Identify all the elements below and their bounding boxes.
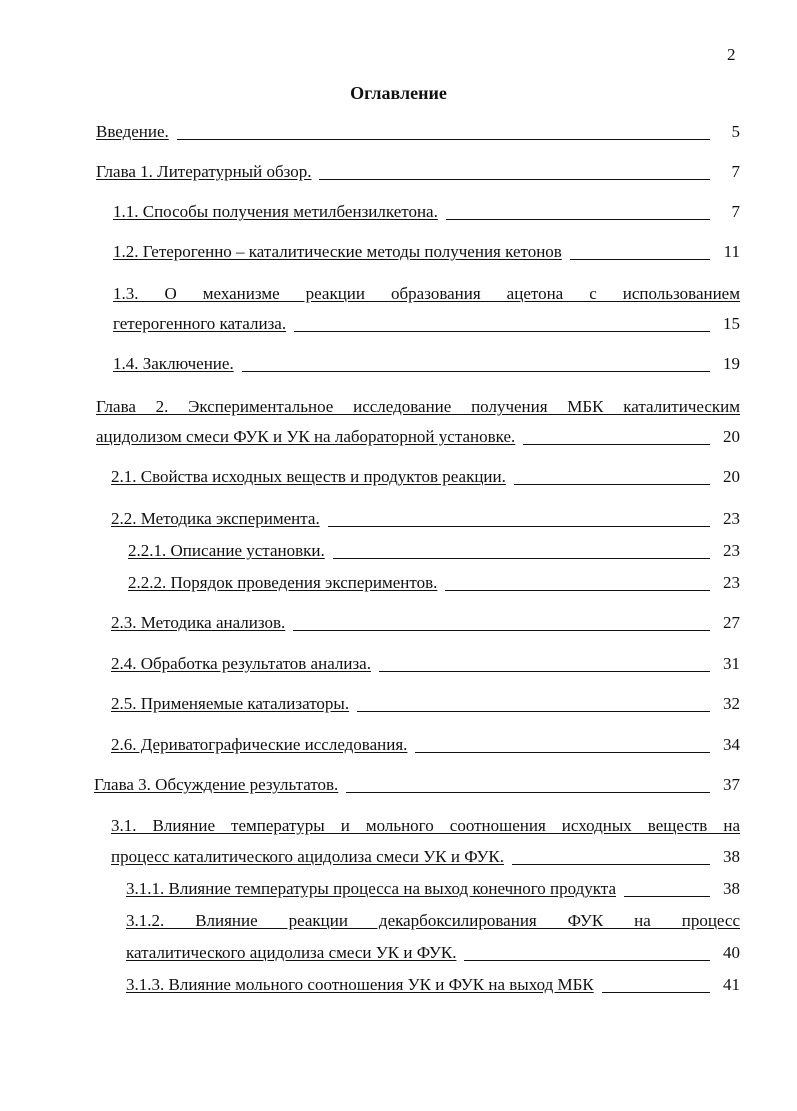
toc-entry-page: 7 [731,202,740,221]
toc-entry-page: 20 [723,467,740,486]
toc-entry-page: 11 [723,242,740,261]
toc-entry-label: 2.4. Обработка результатов анализа. [111,654,371,673]
toc-entry-label: Глава 3. Обсуждение результатов. [94,775,339,794]
toc-entry-page: 37 [723,775,740,794]
toc-entry-page: 40 [723,943,740,962]
toc-entry-chapter-1[interactable] [96,161,740,183]
toc-leader-line [333,558,710,559]
toc-title: Оглавление [350,83,447,103]
toc-entry-page: 7 [731,162,740,181]
toc-entry-label: процесс каталитического ацидолиза смеси УК и ФУК. [111,847,504,866]
toc-leader-line [357,711,710,712]
toc-entry-2-6[interactable] [111,734,740,756]
toc-entry-page: 38 [723,879,740,898]
toc-entry-page: 23 [723,573,740,592]
toc-leader-line [177,139,710,140]
toc-entry-page: 5 [731,122,740,141]
toc-leader-line [293,630,710,631]
toc-entry-label-line1: 3.1. Влияние температуры и мольного соотношения исходных веществ на [111,816,740,835]
toc-entry-label: 2.6. Дериватографические исследования. [111,735,408,754]
toc-entry-label: 3.1.3. Влияние мольного соотношения УК и ФУК на выход МБК [126,975,594,994]
toc-entry-label: 3.1.1. Влияние температуры процесса на выход конечного продукта [126,879,616,898]
toc-entry-2-5[interactable] [111,693,740,715]
toc-leader-line [523,444,710,445]
toc-entry-label: Глава 1. Литературный обзор. [96,162,312,181]
toc-entry-1-1[interactable] [113,201,740,223]
toc-entry-introduction[interactable] [96,121,740,143]
toc-entry-3-1-line1[interactable] [111,815,740,837]
toc-entry-label: 1.1. Способы получения метилбензилкетона. [113,202,438,221]
toc-leader-line [379,671,710,672]
toc-entry-label: каталитического ацидолиза смеси УК и ФУК. [126,943,457,962]
toc-leader-line [242,371,710,372]
toc-leader-line [328,526,710,527]
toc-entry-3-1-3[interactable] [126,974,740,996]
toc-leader-line [346,792,710,793]
toc-entry-chapter-3[interactable] [94,774,740,796]
toc-leader-line [624,896,710,897]
toc-entry-page: 19 [723,354,740,373]
toc-entry-page: 31 [723,654,740,673]
toc-entry-page: 32 [723,694,740,713]
toc-entry-3-1[interactable] [111,846,740,868]
toc-entry-label: 2.2.2. Порядок проведения экспериментов. [128,573,438,592]
toc-entry-1-3[interactable] [113,313,740,335]
toc-leader-line [294,331,710,332]
toc-entry-1-2[interactable] [113,241,740,263]
page-number: 2 [727,45,736,64]
toc-leader-line [514,484,710,485]
toc-entry-2-4[interactable] [111,653,740,675]
toc-leader-line [602,992,710,993]
toc-entry-label: 2.2.1. Описание установки. [128,541,325,560]
toc-entry-page: 23 [723,541,740,560]
toc-entry-label: 2.1. Свойства исходных веществ и продуктов реакции. [111,467,506,486]
toc-entry-label-line1: 1.3. О механизме реакции образования ацетона с использованием [113,284,740,303]
toc-leader-line [512,864,710,865]
toc-entry-3-1-2-line1[interactable] [126,910,740,932]
toc-entry-label: Введение. [96,122,169,141]
toc-entry-chapter-2-line1[interactable] [96,396,740,418]
toc-entry-page: 15 [723,314,740,333]
toc-leader-line [415,752,710,753]
toc-entry-2-3[interactable] [111,612,740,634]
toc-entry-2-2-1[interactable] [128,540,740,562]
toc-entry-label: 2.3. Методика анализов. [111,613,286,632]
toc-entry-3-1-1[interactable] [126,878,740,900]
toc-leader-line [570,259,710,260]
toc-entry-1-3-line1[interactable] [113,283,740,305]
toc-entry-label: 2.2. Методика эксперимента. [111,509,320,528]
toc-leader-line [319,179,710,180]
toc-entry-chapter-2[interactable] [96,426,740,448]
toc-entry-label: 1.4. Заключение. [113,354,234,373]
toc-entry-page: 38 [723,847,740,866]
toc-entry-page: 27 [723,613,740,632]
toc-entry-label: ацидолизом смеси ФУК и УК на лабораторной установке. [96,427,516,446]
toc-entry-page: 20 [723,427,740,446]
toc-entry-1-4[interactable] [113,353,740,375]
toc-leader-line [445,590,710,591]
toc-entry-2-2[interactable] [111,508,740,530]
toc-entry-page: 34 [723,735,740,754]
toc-entry-2-1[interactable] [111,466,740,488]
toc-entry-label: 1.2. Гетерогенно – каталитические методы получения кетонов [113,242,562,261]
toc-entry-label: гетерогенного катализа. [113,314,287,333]
toc-entry-page: 41 [723,975,740,994]
toc-entry-3-1-2[interactable] [126,942,740,964]
toc-leader-line [446,219,710,220]
toc-entry-label-line1: 3.1.2. Влияние реакции декарбоксилирования ФУК на процесс [126,911,740,930]
toc-entry-label: 2.5. Применяемые катализаторы. [111,694,350,713]
toc-entry-label-line1: Глава 2. Экспериментальное исследование получения МБК каталитическим [96,397,740,416]
toc-entry-2-2-2[interactable] [128,572,740,594]
toc-entry-page: 23 [723,509,740,528]
toc-leader-line [464,960,710,961]
